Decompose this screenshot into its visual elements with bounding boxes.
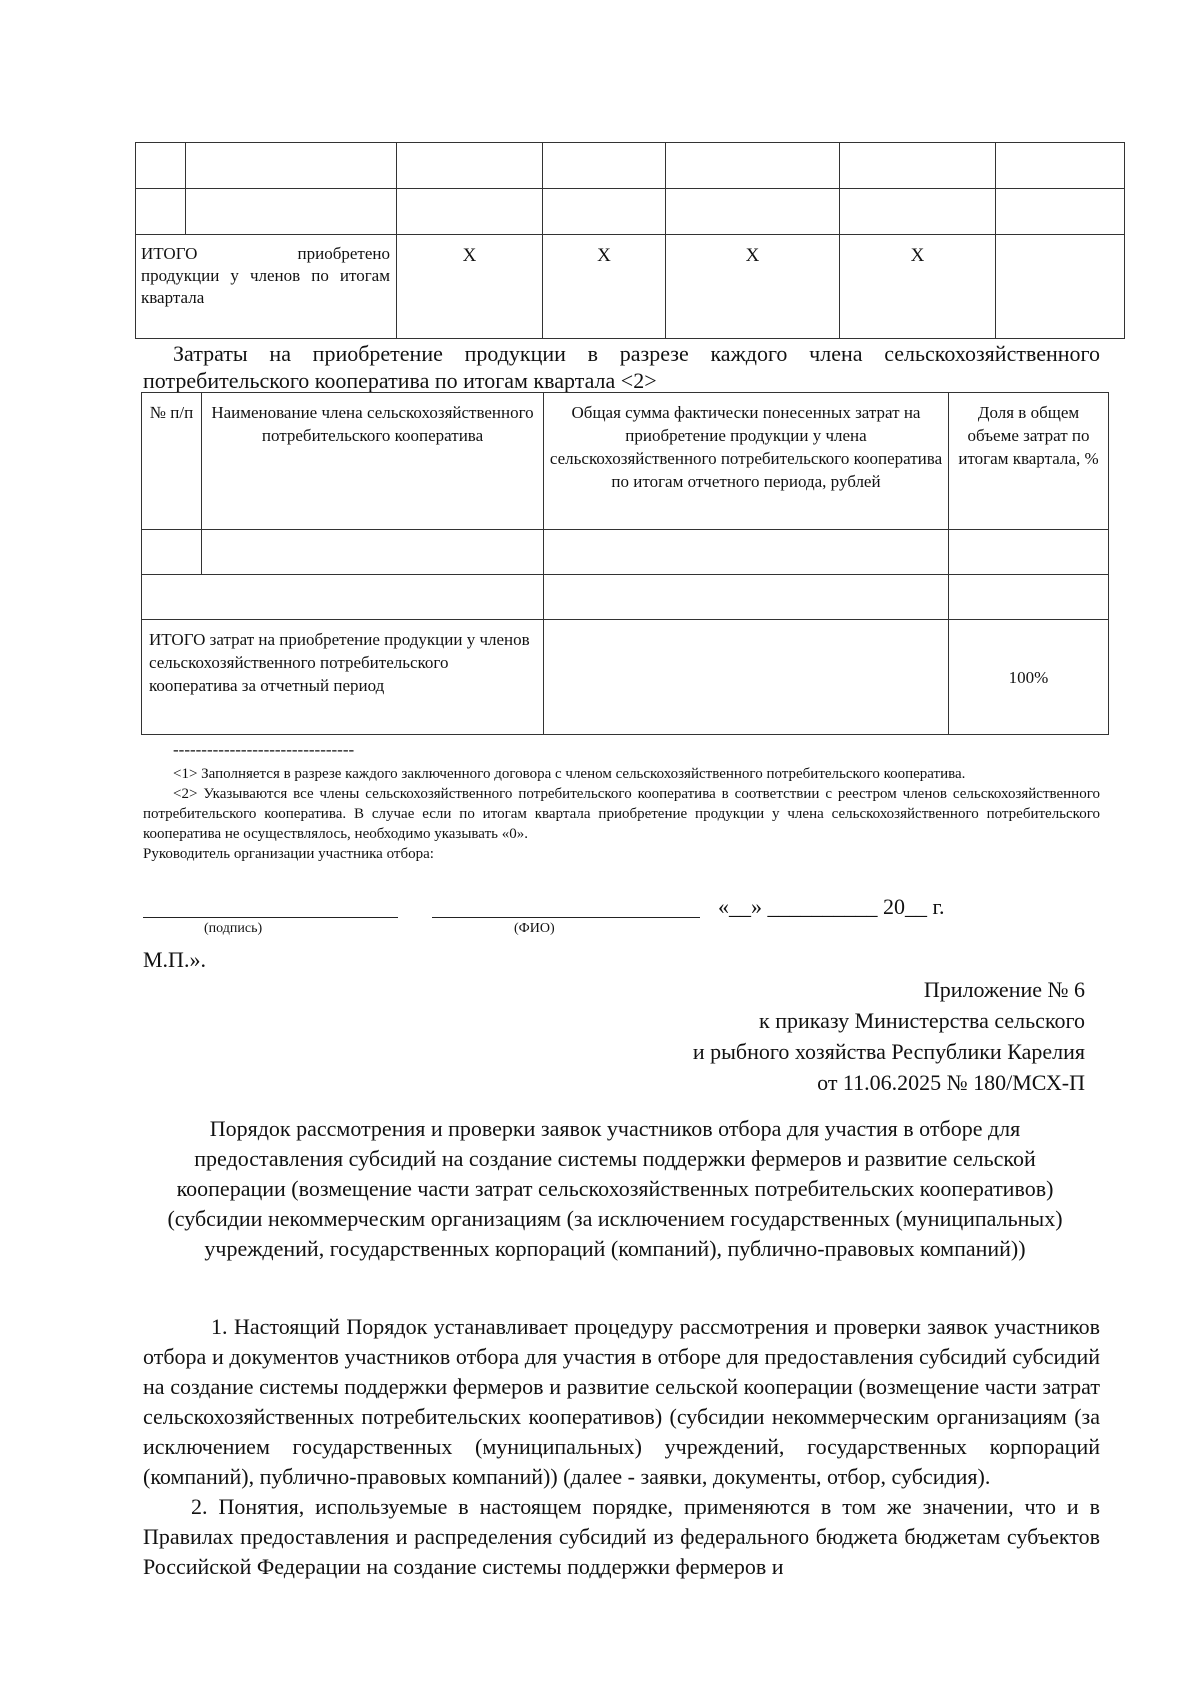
fio-line bbox=[432, 917, 700, 918]
header-share: Доля в общем объеме затрат по итогам квартала, % bbox=[949, 393, 1109, 530]
footnote-separator: -------------------------------- bbox=[173, 740, 355, 759]
table-total-row bbox=[142, 620, 1109, 735]
purchases-table bbox=[135, 142, 1125, 339]
header-number: № п/п bbox=[142, 393, 202, 530]
order-reference: от 11.06.2025 № 180/МСХ-П bbox=[817, 1070, 1085, 1095]
table-row bbox=[136, 189, 1125, 235]
table-total-row bbox=[136, 235, 1125, 339]
signature-caption: (подпись) bbox=[204, 921, 263, 936]
table-row bbox=[136, 143, 1125, 189]
signature-line bbox=[143, 917, 398, 918]
table2-caption: Затраты на приобретение продукции в разрезе каждого члена сельскохозяйственного потребительского кооператива по итогам квартала <2> bbox=[143, 341, 1100, 393]
header-member-name: Наименование члена сельскохозяйственного потребительского кооператива bbox=[202, 393, 544, 530]
total-costs-label: ИТОГО затрат на приобретение продукции у членов сельскохозяйственного потребительского кооператива за отчетный период bbox=[142, 620, 544, 735]
x-mark: X bbox=[543, 235, 666, 339]
fio-caption: (ФИО) bbox=[514, 921, 555, 936]
stamp-place: М.П.». bbox=[143, 947, 206, 972]
footnotes bbox=[143, 764, 1100, 864]
footnote-2: <2> Указываются все члены сельскохозяйственного потребительского кооператива в соответствии с реестром членов сельскохозяйственного потребительского кооператива. В случае если по итогам квартала приобретение продукции у члена сельскохозяйственного потребительского кооператива не осуществлялось, необходимо указывать «0». bbox=[143, 786, 1100, 842]
date-field: «__» __________ 20__ г. bbox=[718, 894, 945, 919]
table-header-row bbox=[142, 393, 1109, 530]
x-mark: X bbox=[840, 235, 996, 339]
x-mark: X bbox=[666, 235, 840, 339]
total-percent: 100% bbox=[949, 620, 1109, 735]
costs-table bbox=[141, 392, 1109, 735]
paragraph-1: 1. Настоящий Порядок устанавливает процедуру рассмотрения и проверки заявок участников отбора и документов участников отбора для участия в отборе для предоставления субсидий субсидий на создание системы поддержки фермеров и развитие сельской кооперации (возмещение части затрат сельскохозяйственных потребительских кооперативов) (субсидии некоммерческим организациям (за исключением государственных (муниципальных) учреждений, государственных корпораций (компаний), публично-правовых компаний)) (далее - заявки, документы, отбор, субсидия). bbox=[143, 1314, 1100, 1489]
document-body bbox=[143, 1312, 1100, 1582]
footnote-1: <1> Заполняется в разрезе каждого заключенного договора с членом сельскохозяйственного потребительского кооператива. bbox=[173, 766, 966, 782]
x-mark: X bbox=[397, 235, 543, 339]
document-title: Порядок рассмотрения и проверки заявок участников отбора для участия в отборе для предоставления субсидий на создание системы поддержки фермеров и развитие сельской кооперации (возмещение части затрат сельскохозяйственных потребительских кооперативов) (субсидии некоммерческим организациям (за исключением государственных (муниципальных) учреждений, государственных корпораций (компаний), публично-правовых компаний)) bbox=[167, 1116, 1063, 1261]
table-row bbox=[142, 530, 1109, 575]
header-total-costs: Общая сумма фактически понесенных затрат на приобретение продукции у члена сельскохозяйственного потребительского кооператива по итогам отчетного периода, рублей bbox=[544, 393, 949, 530]
appendix-header: Приложение № 6 к приказу Министерства сельского и рыбного хозяйства Республики Карелия от 11.06.2025 № 180/МСХ-П bbox=[693, 974, 1085, 1098]
paragraph-2: 2. Понятия, используемые в настоящем порядке, применяются в том же значении, что и в Правилах предоставления и распределения субсидий из федерального бюджета бюджетам субъектов Российской Федерации на создание системы поддержки фермеров и bbox=[143, 1494, 1100, 1579]
table-row bbox=[142, 575, 1109, 620]
head-label: Руководитель организации участника отбора: bbox=[143, 846, 434, 862]
appendix-number: Приложение № 6 bbox=[923, 977, 1085, 1002]
total-purchased-label: ИТОГО приобретено продукции у членов по итогам квартала bbox=[136, 235, 397, 339]
